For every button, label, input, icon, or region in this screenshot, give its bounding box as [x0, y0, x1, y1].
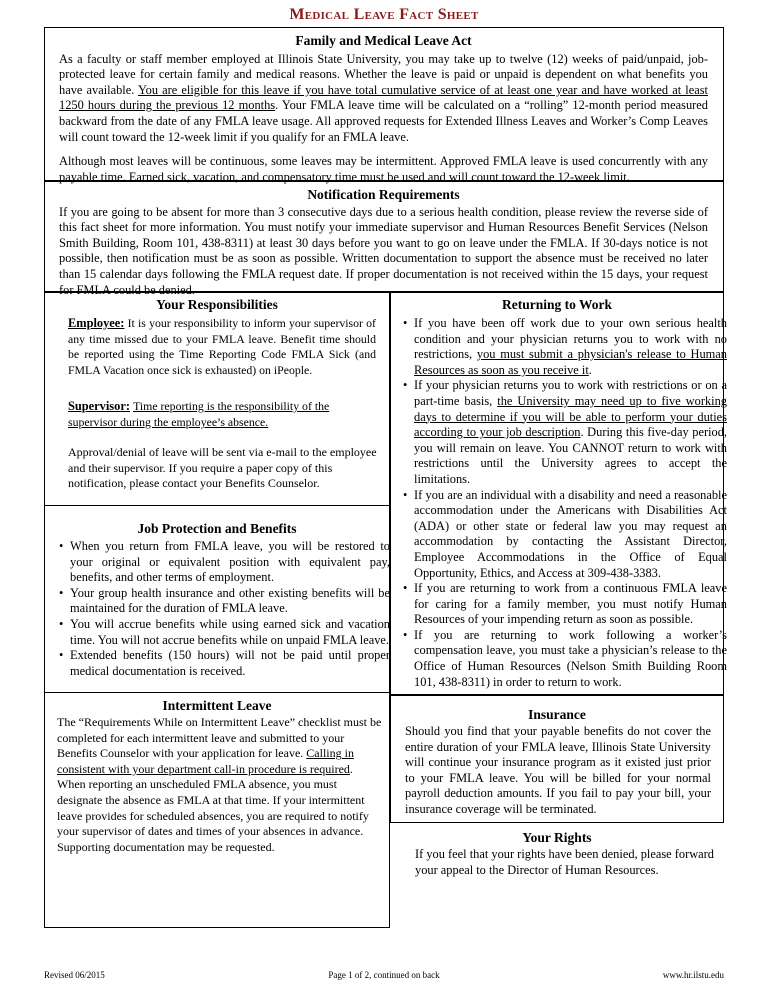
list-item: • If you have been off work due to your own serious health condition and your physician returns you to work with no restrictions, you must submit a physician's release to Human Resources as soon as you receive it. [414, 316, 727, 378]
insurance-body: Should you find that your payable benefits do not cover the entire duration of your FMLA leave, Illinois State University will continue your insurance program as it existed just prior to your FMLA leave. You will be billed for your normal payroll deduction amounts. If you fail to pay your bill, your insurance coverage will be terminated. [405, 724, 711, 816]
list-item: • If you are returning to work from a continuous FMLA leave for caring for a family member, you must notify Human Resources of your impending return as soon as possible. [414, 581, 727, 628]
fmla-paragraph-1: As a faculty or staff member employed at Illinois State University, you may take up to twelve (12) weeks of paid/unpaid, job-protected leave for certain family and medical reasons. Whether the leave is paid or unpaid is dependent on what benefits you have available. You are eligible for this leave if you have total cumulative service of at least one year and have worked at least 1250 hours during the previous 12 months. Your FMLA leave time will be calculated on a “rolling” 12-month period measured backward from the date of any FMLA leave usage. All approved requests for Extended Illness Leaves and Worker’s Comp Leaves will count toward the 12-week limit if you qualify for an FMLA leave. [59, 51, 708, 144]
fmla-heading: Family and Medical Leave Act [295, 33, 472, 48]
job-protection-heading: Job Protection and Benefits [137, 521, 297, 536]
notification-section [44, 181, 724, 297]
intermittent-body: The “Requirements While on Intermittent Leave” checklist must be completed for each intermittent leave and submitted to your Benefits Counselor with your application for leave. Calling in consistent with your department call-in procedure is required. When reporting an unscheduled FMLA absence, you must designate the absence as FMLA at that time. If your intermittent leave provides for scheduled absences, you are required to notify your supervisor of dates and times of your absences in advance. Supporting documentation may be requested. [57, 715, 382, 854]
notification-body: If you are going to be absent for more than 3 consecutive days due to a serious health condition, please review the reverse side of this fact sheet for more information. You must notify your immediate supervisor and Human Resources Benefit Services (Nelson Smith Building, Room 101, 438-8311) at least 30 days before you want to go on leave under the FMLA. If 30-days notice is not possible, then notification must be as soon as possible. Written documentation to support the absence must be received no later than 15 calendar days following the FMLA request date. If proper documentation is not received within the 15 days, your request for FMLA could be denied. [59, 204, 708, 297]
list-item: • If you are returning to work following a worker’s compensation leave, you must take a physician’s release to the Office of Human Resources (Nelson Smith Building Room 101, 438-8311) in order to return to work. [414, 628, 727, 690]
call-in-text: Calling in consistent with your department call-in procedure is required [57, 746, 354, 776]
rights-heading: Your Rights [522, 830, 592, 845]
list-item: • Extended benefits (150 hours) will not be paid until proper medical documentation is received. [70, 648, 390, 679]
list-item: • Your group health insurance and other existing benefits will be maintained for the duration of FMLA leave. [70, 586, 390, 617]
employee-label: Employee: [68, 316, 125, 330]
footer-page: Page 1 of 2, continued on back [328, 970, 440, 980]
footer-url[interactable]: www.hr.ilstu.edu [662, 970, 724, 980]
responsibilities-supervisor: Supervisor: Time reporting is the responsibility of the supervisor during the employee’s absence. [68, 399, 330, 429]
returning-list [400, 316, 727, 690]
fmla-paragraph-2: Although most leaves will be continuous, some leaves may be intermittent. Approved FMLA leave is used concurrently with any payable time. Earned sick, vacation, and compensatory time must be used and will count toward the 12-week limit. [59, 154, 708, 184]
eligibility-text: You are eligible for this leave if you have total cumulative service of at least one year and have worked at least 1250 hours during the previous 12 months [59, 82, 708, 113]
supervisor-label: Supervisor: [68, 399, 130, 413]
responsibilities-approval: Approval/denial of leave will be sent via e-mail to the employee and their supervisor. If you require a paper copy of this notification, please contact your Benefits Counselor. [68, 445, 377, 491]
page-title: Medical Leave Fact Sheet [289, 6, 479, 23]
footer-revised: Revised 06/2015 [44, 970, 105, 980]
list-item: • When you return from FMLA leave, you will be restored to your original or equivalent position with equivalent pay, benefits, and other terms of employment. [70, 539, 390, 586]
fmla-section [44, 27, 724, 184]
insurance-heading: Insurance [528, 707, 586, 722]
left-divider-1 [44, 505, 390, 506]
left-divider-2 [44, 692, 390, 693]
notification-heading: Notification Requirements [307, 187, 460, 202]
rights-body: If you feel that your rights have been denied, please forward your appeal to the Director of Human Resources. [415, 847, 714, 877]
returning-heading: Returning to Work [501, 297, 612, 312]
list-item: • If you are an individual with a disability and need a reasonable accommodation under the Americans with Disabilities Act (ADA) or other state or federal law you may request an accommodation by contacting the Assistant Director, Employee Accommodations in the Office of Equal Opportunity, Ethics, and Access at 309-438-3383. [414, 488, 727, 582]
intermittent-heading: Intermittent Leave [162, 698, 272, 713]
job-protection-list [56, 539, 390, 679]
list-item: • If your physician returns you to work with restrictions or on a part-time basis, the University may need up to five working days to determine if you will be able to perform your duties according to your job description. During this five-day period, you will remain on leave. You CANNOT return to work with restrictions until the University agrees to accept the limitations. [414, 378, 727, 487]
responsibilities-heading: Your Responsibilities [156, 297, 278, 312]
list-item: • You will accrue benefits while using earned sick and vacation time. You will not accrue benefits while on unpaid FMLA leave. [70, 617, 390, 648]
responsibilities-employee: Employee: It is your responsibility to inform your supervisor of any time missed due to your FMLA leave. Benefit time should be reported using the Time Reporting Code FMLA Sick (and FMLA Vacation once sick is exhausted) on iPeople. [68, 316, 376, 377]
